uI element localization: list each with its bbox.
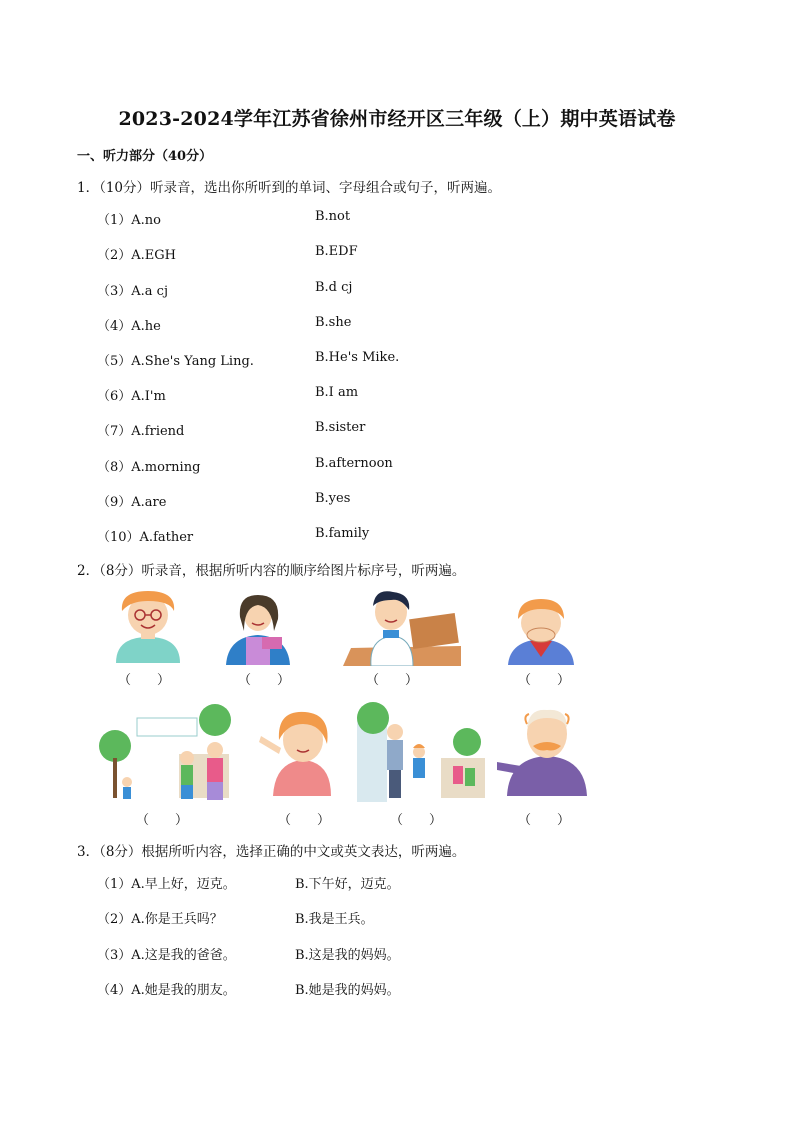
q1-option-row (97, 350, 697, 370)
option-b: B.她是我的妈妈。 (295, 983, 400, 998)
answer-blank: （ ） (518, 673, 571, 688)
option-a: （10）A.father (97, 530, 194, 545)
option-b: B.family (315, 526, 370, 541)
boy-desk-picture (341, 590, 463, 666)
option-a: （2）A.EGH (97, 248, 177, 263)
q1-option-row (97, 526, 697, 546)
option-a: （5）A.She's Yang Ling. (97, 354, 254, 369)
option-b: B.she (315, 315, 352, 330)
q1-option-row (97, 244, 697, 264)
option-b: B.yes (315, 491, 351, 506)
question-1-heading: 1．（10分）听录音，选出你所听到的单词、字母组合或句子，听两遍。 (77, 180, 502, 196)
page-title: 2023-2024学年江苏省徐州市经开区三年级（上）期中英语试卷 (118, 108, 676, 130)
option-b: B.下午好，迈克。 (295, 877, 400, 892)
answer-blank: （ ） (278, 813, 331, 828)
option-b: B.这是我的妈妈。 (295, 948, 400, 963)
boy-covering-mouth-picture (504, 597, 578, 665)
option-b: B.I am (315, 385, 359, 400)
option-a: （6）A.I'm (97, 389, 166, 404)
option-b: B.d cj (315, 280, 353, 295)
option-a: （2）A.你是王兵吗？ (97, 912, 223, 927)
grandpa-picture (497, 704, 589, 796)
park-family-picture (97, 702, 235, 802)
section-heading-listening: 一、听力部分（40分） (77, 149, 213, 164)
option-a: （4）A.he (97, 319, 161, 334)
option-a: （4）A.她是我的朋友。 (97, 983, 236, 998)
answer-blank: （ ） (238, 673, 291, 688)
q1-option-row (97, 209, 697, 229)
question-2-heading: 2．（8分）听录音，根据所听内容的顺序给图片标序号，听两遍。 (77, 563, 466, 579)
option-a: （7）A.friend (97, 424, 185, 439)
teacher-picture (222, 593, 294, 665)
q3-option-row (97, 944, 697, 964)
question-3-heading: 3．（8分）根据所听内容，选择正确的中文或英文表达，听两遍。 (77, 844, 466, 860)
q1-option-row (97, 280, 697, 300)
q3-option-row (97, 979, 697, 999)
q3-option-row (97, 873, 697, 893)
option-a: （3）A.a cj (97, 284, 168, 299)
option-a: （9）A.are (97, 495, 167, 510)
option-b: B.EDF (315, 244, 358, 259)
grandma-picture (108, 587, 188, 663)
q1-option-row (97, 315, 697, 335)
option-b: B.He's Mike. (315, 350, 400, 365)
answer-blank: （ ） (518, 813, 571, 828)
answer-blank: （ ） (118, 673, 171, 688)
option-a: （8）A.morning (97, 460, 201, 475)
q1-option-row (97, 420, 697, 440)
option-a: （1）A.早上好，迈克。 (97, 877, 236, 892)
answer-blank: （ ） (366, 673, 419, 688)
option-b: B.not (315, 209, 351, 224)
q1-option-row (97, 385, 697, 405)
option-b: B.sister (315, 420, 366, 435)
q1-option-row (97, 491, 697, 511)
q1-option-row (97, 456, 697, 476)
option-a: （1）A.no (97, 213, 161, 228)
answer-blank: （ ） (136, 813, 189, 828)
q3-option-row (97, 908, 697, 928)
answer-blank: （ ） (390, 813, 443, 828)
girl-waving-picture (259, 706, 341, 796)
option-a: （3）A.这是我的爸爸。 (97, 948, 236, 963)
option-b: B.afternoon (315, 456, 393, 471)
father-son-park-picture (357, 702, 485, 802)
option-b: B.我是王兵。 (295, 912, 374, 927)
